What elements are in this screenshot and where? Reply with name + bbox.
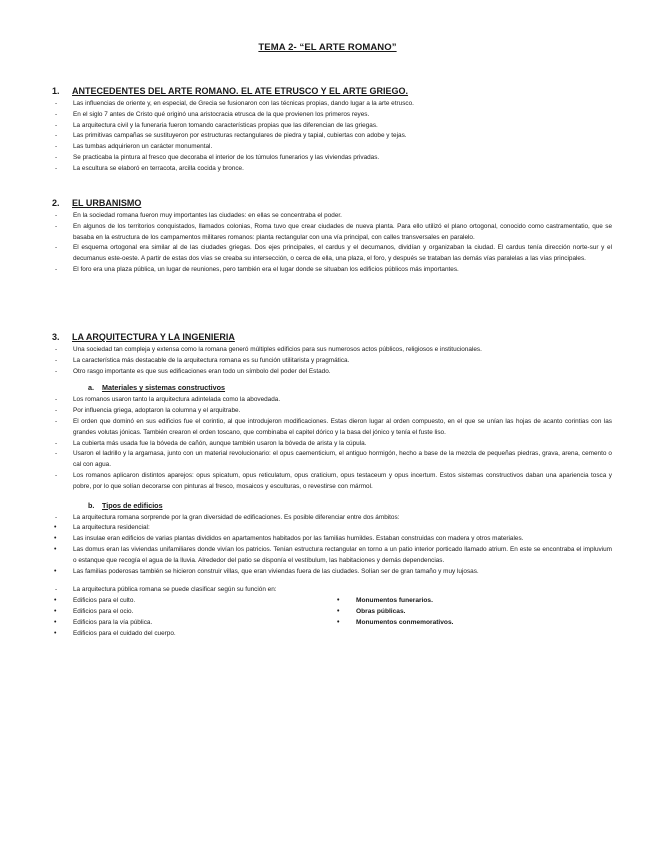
section-number: 2. (52, 198, 60, 208)
section-title: EL URBANISMO (72, 198, 142, 208)
section-title: ANTECEDENTES DEL ARTE ROMANO. EL ATE ETRUSCO Y EL ARTE GRIEGO. (72, 86, 409, 96)
list-item: • Edificios para el cuidado del cuerpo. (52, 629, 612, 640)
subsection-letter: a. (88, 383, 94, 393)
list-item: - Las primitivas campañas se sustituyeron por estructuras rectangulares de piedra y tapial, cubiertas con adobe y tejas. (52, 131, 612, 142)
list-item: - En algunos de los territorios conquistados, llamados colonias, Roma tuvo que crear ciudades de nueva planta. Para ello utilizó el plano ortogonal, conocido como castramentatio, que se basaba en la estructura de los campamentos militares romanos: planta rectangular con una vía principal, con calles transversales en paralelo. (52, 222, 612, 244)
list-item: - El foro era una plaza pública, un lugar de reuniones, pero también era el lugar donde se situaban los edificios públicos más importantes. (52, 265, 612, 276)
section-urbanismo (52, 198, 612, 276)
list-item: - Los romanos usaron tanto la arquitectura adintelada como la abovedada. (52, 395, 612, 406)
section-heading (52, 198, 612, 208)
document-title: TEMA 2- “EL ARTE ROMANO” (258, 42, 397, 53)
list-item: - La arquitectura romana sorprende por la gran diversidad de edificaciones. Es posible diferenciar entre dos ámbitos: (52, 513, 612, 524)
list-item: - La arquitectura pública romana se puede clasificar según su función en: (52, 585, 612, 596)
list-item: - El esquema ortogonal era similar al de las ciudades griegas. Dos ejes principales, el cardus y el decumanos, dividían y organizaban la ciudad. El cardus tenía dirección norte-sur y el decumanus este-oeste. A partir de estas dos vías se creaba su intersección, o cerca de ella, una plaza, el foro, y después se trataban las demás vías paralelas a las vías principales. (52, 243, 612, 265)
subsection-title: Materiales y sistemas constructivos (102, 383, 226, 393)
list-item: • Edificios para el ocio. (52, 607, 612, 618)
list-item: - Por influencia griega, adoptaron la columna y el arquitrabe. (52, 406, 612, 417)
list-item: - Se practicaba la pintura al fresco que decoraba el interior de los túmulos funerarios y las viviendas privadas. (52, 153, 612, 164)
list-item: - Una sociedad tan compleja y extensa como la romana generó múltiples edificios para sus numerosos actos públicos, religiosos e institucionales. (52, 345, 612, 356)
section-title: LA ARQUITECTURA Y LA INGENIERIA (72, 332, 235, 342)
list-item: • Edificios para el culto. (52, 596, 612, 607)
list-item: • Edificios para la vía pública. (52, 618, 612, 629)
list-item: - La arquitectura civil y la funeraria fueron tomando características propias que las diferencian de las griegas. (52, 121, 612, 132)
section-arquitectura (52, 332, 612, 639)
bullet-list (52, 99, 612, 175)
public-list-left (52, 596, 612, 639)
bullet-list (52, 395, 612, 492)
section-number: 1. (52, 86, 60, 96)
list-item: • Monumentos funerarios. (335, 596, 453, 607)
list-item: - La escultura se elaboró en terracota, arcilla cocida y bronce. (52, 164, 612, 175)
list-item: • Las familias poderosas también se hicieron construir villas, que eran viviendas fuera de las ciudades. Solían ser de gran tamaño y muy lujosas. (52, 567, 612, 578)
section-antecedentes (52, 86, 612, 175)
list-item: - La cubierta más usada fue la bóveda de cañón, aunque también usaron la bóveda de arista y la cúpula. (52, 439, 612, 450)
list-item: • Las domus eran las viviendas unifamiliares donde vivían los patricios. Tenían estructura rectangular en torno a un patio interior porticado llamado atrium. En este se encontraba el impluvium o estanque que recogía el agua de la lluvia. Alrededor del patio se disponía el vestíbulum, las habitaciones y demás dependencias. (52, 545, 612, 567)
list-item: - Otro rasgo importante es que sus edificaciones eran todo un símbolo del poder del Estado. (52, 367, 612, 378)
list-item: - Las influencias de oriente y, en especial, de Grecia se fusionaron con las técnicas propias, dando lugar a la arte etrusco. (52, 99, 612, 110)
list-item: • Obras públicas. (335, 607, 453, 618)
bullet-list (52, 585, 612, 596)
subsection-letter: b. (88, 500, 95, 510)
list-item: • La arquitectura residencial: (52, 523, 612, 534)
public-architecture-columns (52, 596, 612, 639)
bullet-list (52, 345, 612, 377)
list-item: - Las tumbas adquirieron un carácter monumental. (52, 142, 612, 153)
list-item: - Los romanos aplicaron distintos aparejos: opus spicatum, opus reticulatum, opus craticium, opus testaceum y opus incertum. Estos sistemas constructivos daban una apariencia tosca y pobre, por lo que solían decorarse con pinturas al fresco, mosaicos y esculturas, o revestirse con mármol. (52, 471, 612, 493)
list-item: - La característica más destacable de la arquitectura romana es su función utilitarista y pragmática. (52, 356, 612, 367)
dot-list (52, 523, 612, 577)
list-item: - Usaron el ladrillo y la argamasa, junto con un material revolucionario: el opus caementicium, el antiguo hormigón, hecho a base de la mezcla de pequeñas piedras, grava, arena, cemento o cal con agua. (52, 449, 612, 471)
subsection-heading-materiales (88, 383, 612, 392)
subsection-title: Tipos de edificios (102, 500, 163, 510)
list-item: - En la sociedad romana fueron muy importantes las ciudades: en ellas se concentraba el poder. (52, 211, 612, 222)
section-heading (52, 86, 612, 96)
list-item: • Monumentos conmemorativos. (335, 618, 453, 629)
subsection-heading-tipos (88, 501, 612, 510)
section-heading (52, 332, 612, 342)
bullet-list (52, 513, 612, 524)
public-list-right (335, 596, 453, 628)
list-item: • Las insulae eran edificios de varias plantas divididos en apartamentos habitados por las familias humildes. Estaban construidas con madera y otros materiales. (52, 534, 612, 545)
bullet-list (52, 211, 612, 276)
list-item: - El orden que dominó en sus edificios fue el corintio, al que introdujeron modificaciones. Estas dieron lugar al orden compuesto, en el que se unían las hojas de acanto corintias con las grandes volutas jónicas. También crearon el orden toscano, que combinaba el capitel dórico y la basa del jónico y tenía el fuste liso. (52, 417, 612, 439)
list-item: - En el siglo 7 antes de Cristo qué originó una aristocracia etrusca de la que provienen los primeros reyes. (52, 110, 612, 121)
section-number: 3. (52, 332, 60, 342)
